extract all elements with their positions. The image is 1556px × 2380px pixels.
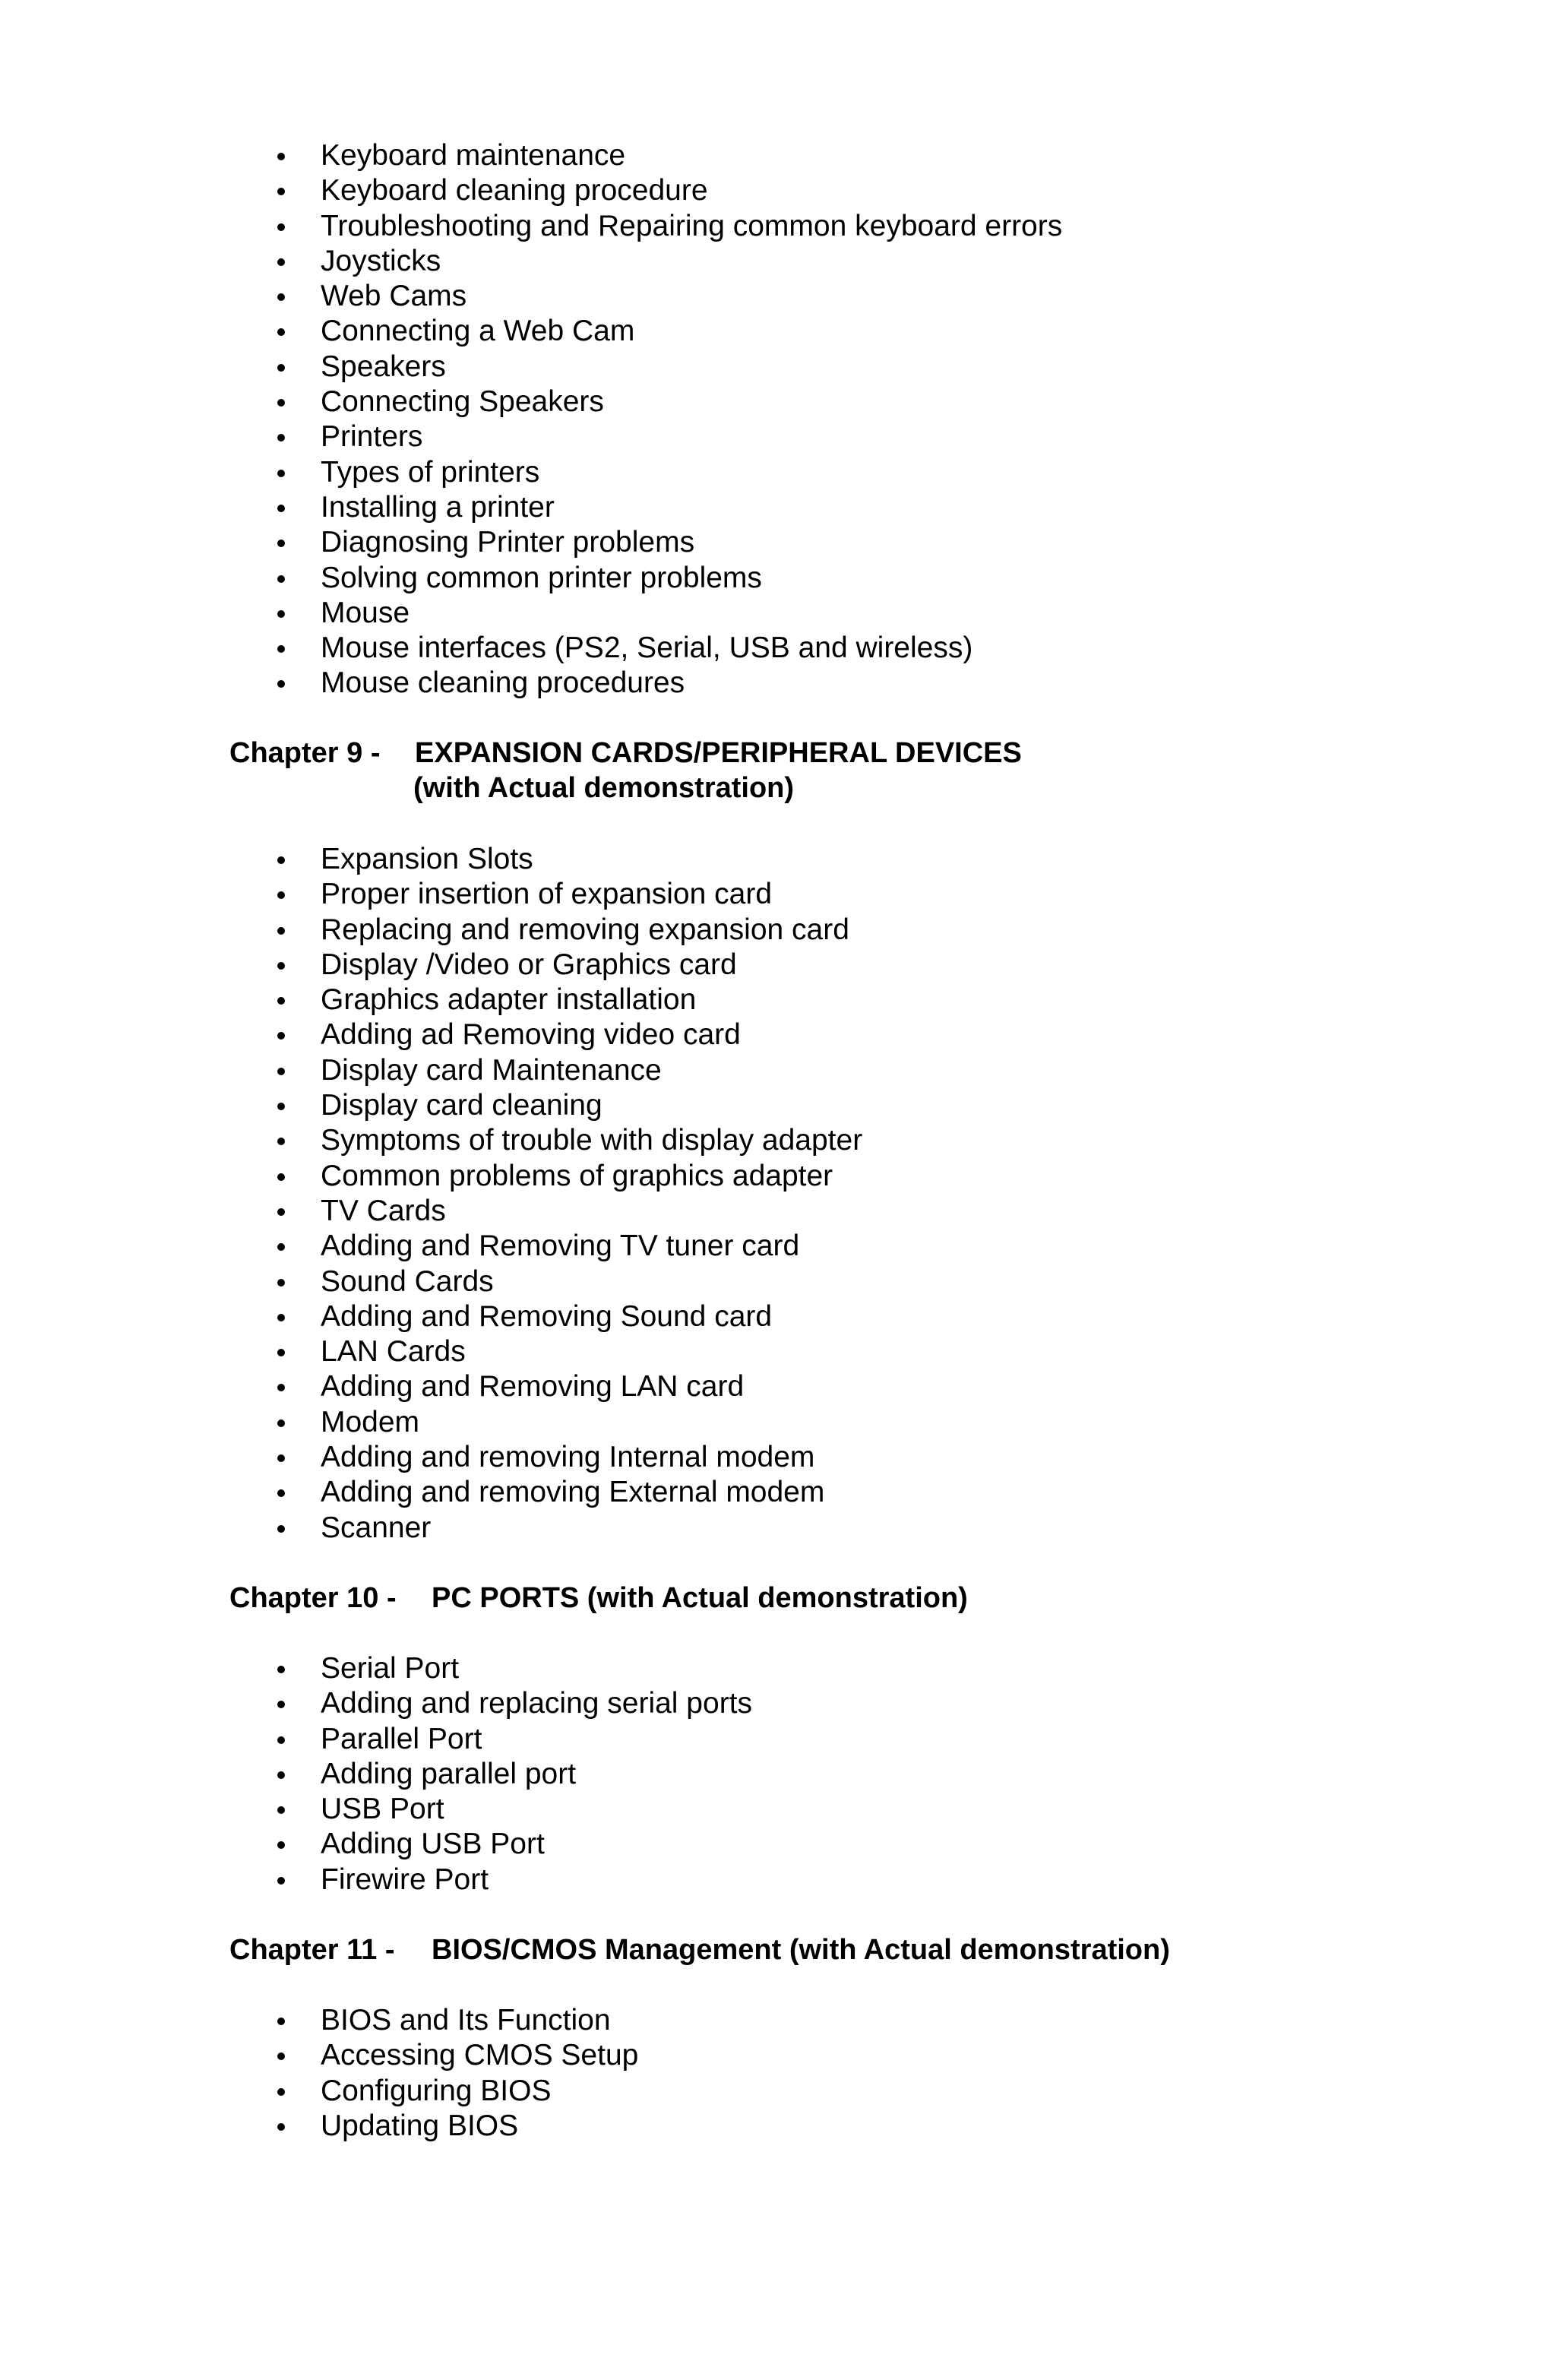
list-item-text: Connecting Speakers [321,385,604,419]
list-item [0,209,1062,244]
bullet-icon [277,891,285,899]
list-item-text: Types of printers [321,455,540,489]
bullet-icon [277,2123,285,2131]
list-item-text: Installing a printer [321,490,555,524]
chapter-number: Chapter 9 - [229,737,381,769]
bullet-icon [277,2052,285,2060]
bullet-icon [277,927,285,935]
list-item [0,419,1062,454]
bullet-icon [277,856,285,864]
bullet-icon [277,1877,285,1885]
bullet-icon [277,1666,285,1673]
list-item [0,842,862,877]
bullet-list-chapter-11 [0,2003,638,2144]
list-item-text: Adding parallel port [321,1757,577,1790]
chapter-11-heading [229,1932,1170,1967]
list-item [0,455,1062,490]
bullet-icon [277,1489,285,1497]
bullet-icon [277,2018,285,2025]
bullet-icon [277,2088,285,2096]
list-item [0,1123,862,1158]
list-item [0,1299,862,1334]
bullet-list-chapter-9 [0,842,862,1546]
list-item [0,1405,862,1440]
bullet-icon [277,364,285,372]
list-item-text: Adding and Removing TV tuner card [321,1230,800,1263]
list-item [0,490,1062,525]
bullet-icon [277,680,285,688]
bullet-icon [277,1771,285,1779]
list-item [0,1757,752,1792]
list-item-text: Printers [321,420,423,454]
list-item-text: Symptoms of trouble with display adapter [321,1124,863,1157]
chapter-10-heading [229,1581,968,1616]
list-item [0,983,862,1018]
bullet-icon [277,540,285,547]
list-item-text: Common problems of graphics adapter [321,1159,833,1192]
bullet-icon [277,223,285,231]
list-item-text: Keyboard maintenance [321,139,626,172]
list-item [0,173,1062,208]
list-item [0,1018,862,1052]
list-item-text: Connecting a Web Cam [321,315,635,348]
list-item-text: Serial Port [321,1652,460,1685]
list-item-text: Adding and removing External modem [321,1476,825,1509]
list-item [0,1053,862,1088]
chapter-number: Chapter 10 - [229,1582,397,1614]
list-item-text: Scanner [321,1511,432,1544]
list-item-text: Configuring BIOS [321,2074,552,2107]
list-item [0,1475,862,1510]
chapter-title: EXPANSION CARDS/PERIPHERAL DEVICES [415,737,1022,769]
bullet-icon [277,645,285,653]
bullet-icon [277,962,285,970]
list-item [0,244,1062,279]
bullet-icon [277,434,285,442]
list-item [0,1686,752,1721]
bullet-icon [277,1454,285,1462]
list-item [0,350,1062,385]
list-item [0,1264,862,1299]
list-item-text: Web Cams [321,280,467,313]
list-item-text: BIOS and Its Function [321,2004,611,2037]
list-item-text: Modem [321,1405,420,1438]
bullet-icon [277,1701,285,1708]
list-item [0,1511,862,1546]
bullet-icon [277,610,285,618]
list-item-text: USB Port [321,1793,444,1826]
list-item-text: Keyboard cleaning procedure [321,174,708,207]
list-item-text: Solving common printer problems [321,561,762,594]
list-item [0,561,1062,596]
chapter-number: Chapter 11 - [229,1934,395,1966]
bullet-icon [277,1279,285,1287]
bullet-icon [277,328,285,336]
list-item-text: Adding and Removing LAN card [321,1370,745,1404]
list-item-text: Mouse [321,596,410,629]
list-item [0,1334,862,1369]
list-item-text: TV Cards [321,1194,446,1227]
list-item-text: Replacing and removing expansion card [321,913,849,946]
list-item [0,1088,862,1123]
list-item [0,948,862,983]
bullet-icon [277,1138,285,1145]
bullet-icon [277,1384,285,1391]
list-item [0,2074,638,2109]
list-item-text: LAN Cards [321,1335,466,1369]
bullet-icon [277,1525,285,1533]
list-item [0,631,1062,666]
bullet-icon [277,1173,285,1181]
list-item [0,1229,862,1264]
bullet-icon [277,1349,285,1356]
bullet-icon [277,258,285,266]
list-item-text: Speakers [321,350,446,383]
bullet-icon [277,1103,285,1110]
bullet-icon [277,575,285,583]
list-item-text: Sound Cards [321,1264,494,1298]
bullet-icon [277,1841,285,1849]
bullet-icon [277,997,285,1005]
list-item [0,877,862,912]
list-item-text: Display /Video or Graphics card [321,948,737,981]
list-item [0,138,1062,173]
list-item-text: Diagnosing Printer problems [321,526,695,559]
list-item-text: Parallel Port [321,1722,482,1755]
list-item [0,1722,752,1757]
bullet-icon [277,399,285,407]
bullet-icon [277,153,285,160]
list-item-text: Mouse cleaning procedures [321,666,685,700]
bullet-icon [277,293,285,301]
list-item-text: Proper insertion of expansion card [321,878,773,911]
bullet-list-peripherals [0,138,1062,701]
chapter-title: BIOS/CMOS Management (with Actual demonstration) [432,1934,1170,1966]
list-item [0,525,1062,560]
list-item-text: Expansion Slots [321,843,533,875]
chapter-title: PC PORTS (with Actual demonstration) [432,1582,968,1614]
bullet-icon [277,1068,285,1075]
bullet-icon [277,1208,285,1216]
list-item [0,1651,752,1686]
list-item [0,1194,862,1229]
list-item [0,314,1062,349]
bullet-icon [277,505,285,512]
list-item-text: Adding ad Removing video card [321,1018,741,1052]
chapter-9-heading [229,736,1022,804]
list-item-text: Adding and Removing Sound card [321,1299,773,1333]
bullet-icon [277,1032,285,1040]
list-item [0,596,1062,631]
list-item [0,2038,638,2073]
list-item-text: Display card cleaning [321,1089,602,1122]
bullet-icon [277,1806,285,1814]
list-item-text: Adding USB Port [321,1828,545,1861]
list-item-text: Display card Maintenance [321,1053,662,1087]
list-item [0,666,1062,701]
list-item [0,1159,862,1194]
list-item [0,1792,752,1827]
list-item [0,385,1062,419]
bullet-icon [277,470,285,477]
list-item-text: Adding and removing Internal modem [321,1441,815,1474]
list-item [0,279,1062,314]
list-item [0,2003,638,2038]
list-item [0,913,862,948]
list-item [0,1369,862,1404]
list-item-text: Troubleshooting and Repairing common keyboard errors [321,209,1063,242]
list-item-text: Firewire Port [321,1863,489,1896]
list-item-text: Adding and replacing serial ports [321,1687,753,1720]
list-item-text: Updating BIOS [321,2109,519,2142]
bullet-icon [277,1243,285,1251]
bullet-icon [277,1736,285,1744]
chapter-subtitle: (with Actual demonstration) [413,772,795,804]
list-item-text: Mouse interfaces (PS2, Serial, USB and wireless) [321,631,973,665]
list-item-text: Graphics adapter installation [321,983,697,1017]
bullet-icon [277,188,285,195]
bullet-list-chapter-10 [0,1651,752,1897]
bullet-icon [277,1314,285,1321]
list-item [0,1863,752,1897]
list-item [0,1440,862,1475]
list-item-text: Accessing CMOS Setup [321,2039,639,2072]
bullet-icon [277,1419,285,1427]
list-item [0,1827,752,1862]
list-item-text: Joysticks [321,244,441,277]
list-item [0,2109,638,2144]
